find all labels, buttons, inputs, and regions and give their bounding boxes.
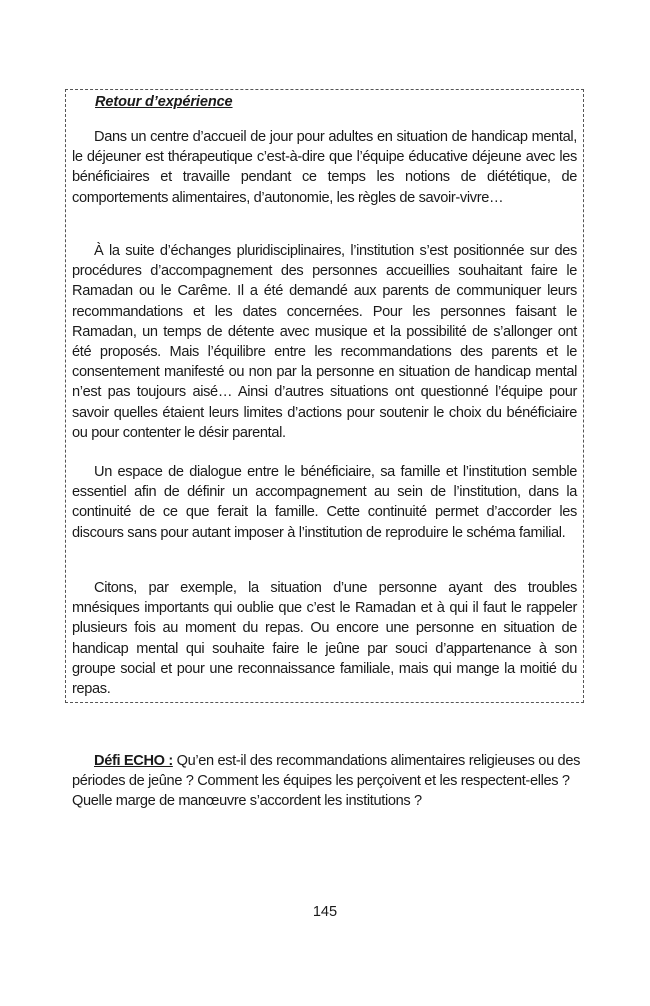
page-number: 145 (312, 904, 338, 920)
defi-echo-text: Qu’en est-il des recommandations alimentaires religieuses ou des périodes de jeûne ? Comment les équipes les perçoivent et les respectent-elles ? Quelle marge de manœuvre s’accordent les institutions ? (72, 753, 581, 810)
paragraph-1: Dans un centre d’accueil de jour pour adultes en situation de handicap mental, le déjeuner est thérapeutique c’est-à-dire que l’équipe éducative déjeune avec les bénéficiaires et travaille pendant ce temps les notions de diététique, de comportements alimentaires, d’autonomie, les règles de savoir-vivre… (72, 129, 577, 206)
box-title: Retour d’expérience (95, 94, 233, 110)
paragraph-3: Un espace de dialogue entre le bénéficiaire, sa famille et l’institution semble essentiel afin de définir un accompagnement au sein de l’institution, dans la continuité de ce que ferait la famille. Cette continuité permet d’accorder les discours sans pour autant imposer à l’institution de reproduire le schéma familial. (72, 464, 577, 541)
defi-echo-paragraph (72, 751, 582, 812)
paragraph-4: Citons, par exemple, la situation d’une personne ayant des troubles mnésiques importants qui oublie que c’est le Ramadan et à qui il faut le rappeler plusieurs fois au moment du repas. Ou encore une personne en situation de handicap mental qui souhaite faire le jeûne par souci d’appartenance à son groupe social et pour une reconnaissance familiale, mais qui mange la moitié du repas. (72, 580, 577, 698)
paragraph-2: À la suite d’échanges pluridisciplinaires, l’institution s’est positionnée sur des procédures d’accompagnement des personnes accueillies souhaitant faire le Ramadan ou le Carême. Il a été demandé aux parents de communiquer leurs recommandations et les dates concernées. Pour les personnes faisant le Ramadan, un temps de détente avec musique et la possibilité de s’allonger ont été proposés. Mais l’équilibre entre les recommandations des parents et le consentement manifesté ou non par la personne en situation de handicap mental n’est pas toujours aisé… Ainsi d’autres situations ont questionné l’équipe pour savoir quelles étaient leurs limites d’actions pour soutenir le choix du bénéficiaire ou pour contenter le désir parental. (72, 243, 577, 441)
defi-echo-label: Défi ECHO : (94, 753, 173, 769)
